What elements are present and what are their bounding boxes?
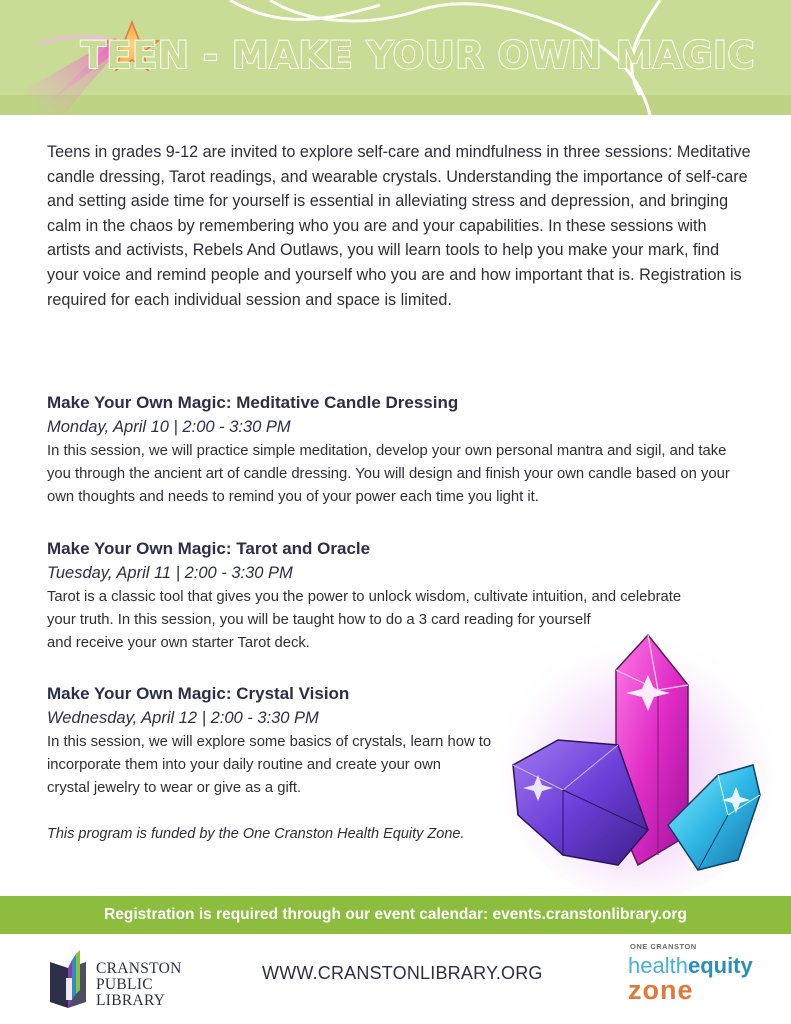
session-description-line: and receive your own starter Tarot deck.	[47, 635, 310, 651]
session-description-line: Tarot is a classic tool that gives you the power to unlock wisdom, cultivate intuition, and celebrate	[47, 589, 682, 605]
session-description-line: your truth. In this session, you will be taught how to do a 3 card reading for yourself	[47, 612, 591, 628]
session-description: In this session, we will practice simple meditation, develop your own personal mantra and sigil, and take you through the ancient art of candle dressing. You will design and finish your own candle based on your own thoughts and needs to remind you of your power each time you light it.	[47, 443, 730, 505]
session-date: Tuesday, April 11 | 2:00 - 3:30 PM	[47, 564, 293, 582]
header-banner	[0, 0, 791, 115]
session-date: Monday, April 10 | 2:00 - 3:30 PM	[47, 418, 291, 436]
cranston-public-library-logo	[46, 944, 206, 1014]
one-cranston-label: ONE CRANSTON	[630, 942, 697, 951]
library-name: CRANSTON PUBLIC LIBRARY	[96, 960, 182, 1009]
registration-bar	[0, 896, 791, 934]
book-icon	[46, 948, 92, 1010]
intro-paragraph: Teens in grades 9-12 are invited to explore self-care and mindfulness in three sessions: Meditative candle dressing, Tarot readings, and wearable crystals. Understanding the importance of self-care and setting aside time for yourself is essential in alleviating stress and depression, and bringing calm in the chaos by remembering who you are and your capabilities. In these sessions with artists and activists, Rebels And Outlaws, you will learn tools to help you make your mark, find your voice and remind people and yourself who you are and how important that is. Registration is required for each individual session and space is limited.	[47, 143, 751, 309]
health-equity-zone-logo: ONE CRANSTON healthequity zone	[628, 942, 753, 1005]
funding-note: This program is funded by the One Cranston Health Equity Zone.	[47, 826, 465, 842]
crystals-illustration	[498, 615, 778, 900]
session-description-line: incorporate them into your daily routine and create your own	[47, 757, 441, 773]
session-description-line: In this session, we will explore some basics of crystals, learn how to	[47, 734, 492, 750]
session-date: Wednesday, April 12 | 2:00 - 3:30 PM	[47, 709, 319, 727]
session-title: Make Your Own Magic: Crystal Vision	[47, 684, 350, 703]
page-title: TEEN - MAKE YOUR OWN MAGIC	[80, 34, 755, 77]
website-link[interactable]: WWW.CRANSTONLIBRARY.ORG	[262, 963, 543, 983]
session-title: Make Your Own Magic: Meditative Candle Dressing	[47, 393, 459, 412]
registration-text[interactable]: Registration is required through our event calendar: events.cranstonlibrary.org	[104, 906, 687, 923]
session-description-line: crystal jewelry to wear or give as a gift.	[47, 780, 302, 796]
session-candle-dressing	[47, 391, 759, 509]
zone-wordmark: zone	[628, 975, 694, 1005]
session-title: Make Your Own Magic: Tarot and Oracle	[47, 539, 371, 558]
